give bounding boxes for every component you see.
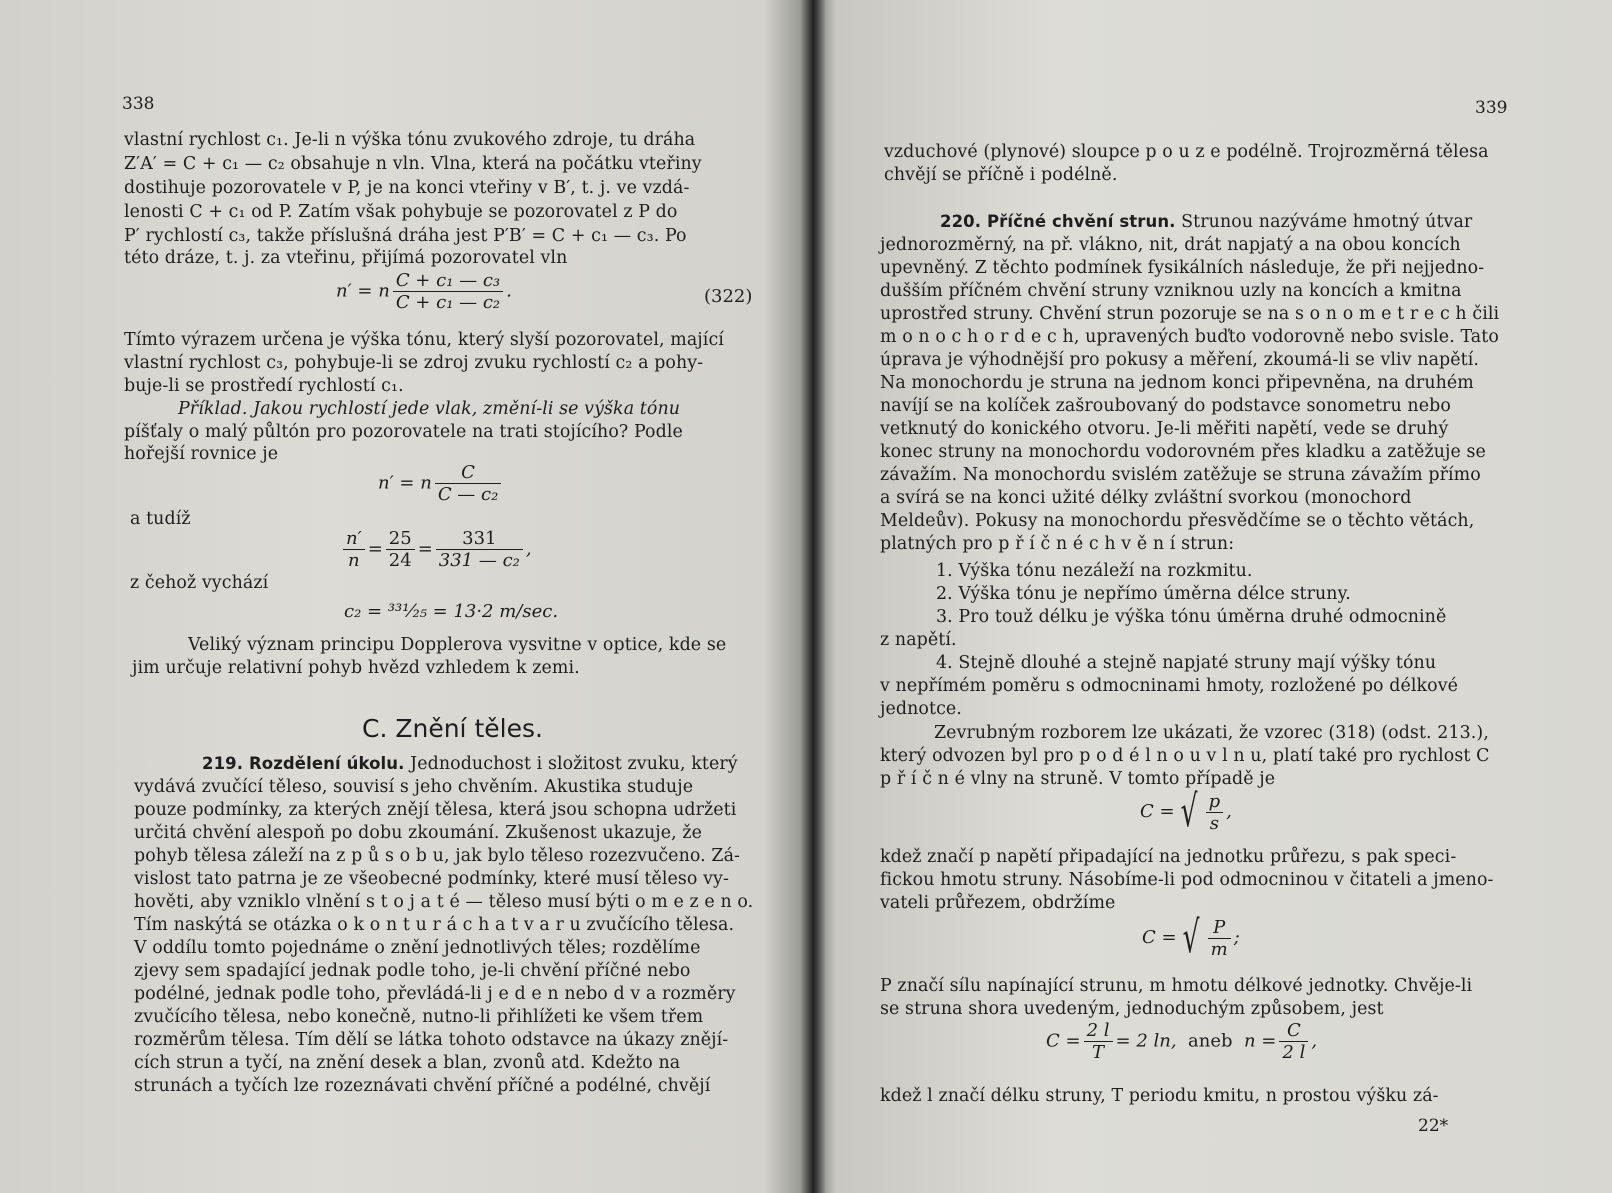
- eqb-f2-den: 24: [388, 550, 412, 571]
- eqb-f3-num: 331: [436, 528, 523, 550]
- z-cehoz-label: z čehož vychází: [130, 573, 269, 593]
- sqrt2-fraction: [1208, 917, 1231, 960]
- rule-4-cont-2: jednotce.: [880, 699, 962, 719]
- left-line-8: vlastní rychlost c₃, pohybuje-li se zdroj zvuku rychlostí c₂ a pohy-: [124, 353, 704, 373]
- section-220-line-13: a svírá se na konci užité délky zvláštní svorkou (monochord: [880, 488, 1412, 508]
- section-220-line-1: Strunou nazýváme hmotný útvar: [1181, 212, 1473, 232]
- final-f2-num: C: [1279, 1020, 1308, 1042]
- eqb-fraction-1: [343, 528, 365, 571]
- section-219-line-2: vydává zvučící těleso, souvisí s jeho chvěním. Akustika studuje: [134, 777, 694, 797]
- eqa-lhs: n′ = n: [378, 472, 432, 494]
- book-gutter: [800, 0, 826, 1193]
- section-219-line-12: zvučícího tělesa, nebo konečně, nutno-li přihlížeti ke všem třem: [134, 1007, 704, 1027]
- equation-string-frequency: [1046, 1020, 1317, 1063]
- eqa-denominator: C — c₂: [437, 484, 499, 505]
- section-219-line-8: Tím naskýtá se otázka o k o n t u r á c h a t v a r u zvučícího tělesa.: [134, 915, 735, 935]
- right-page-number: 339: [1475, 98, 1508, 118]
- section-219-line-9: V oddílu tomto pojednáme o znění jednotlivých těles; rozdělíme: [134, 938, 701, 958]
- para4-line-2: se struna shora uvedeným, jednoduchým způsobem, jest: [880, 999, 1384, 1019]
- eqb-f3-den: 331 — c₂: [438, 550, 520, 571]
- section-220-title: 220. Příčné chvění strun.: [940, 212, 1176, 231]
- para3-line-2: fickou hmotu struny. Násobíme-li pod odmocninou v čitateli a jmeno-: [880, 870, 1494, 890]
- final-fraction-2: [1279, 1020, 1308, 1063]
- sqrt2-lhs: C =: [1142, 927, 1177, 948]
- eq322-fraction: [393, 270, 503, 313]
- section-219-line-11: podélné, jednak podle toho, převládá-li j e d e n nebo d v a rozměry: [134, 984, 736, 1004]
- section-219-line-3: pouze podmínky, za kterých znějí tělesa, která jsou schopna udržeti: [134, 800, 737, 820]
- final-fraction-1: [1084, 1020, 1113, 1063]
- chapter-heading: C. Znění těles.: [362, 714, 543, 743]
- para4-line-1: P značí sílu napínající strunu, m hmotu délkové jednotky. Chvěje-li: [880, 976, 1473, 996]
- section-219-line-14: cích strun a tyčí, na znění desek a blan, zvonů atd. Kdežto na: [134, 1053, 681, 1073]
- final-tail: ,: [1311, 1030, 1318, 1052]
- section-220-line-11: konec struny na monochordu vodorovném přes kladku a zatěžuje se: [880, 442, 1486, 462]
- section-219-line-6: vislost tato patrna je ze všeobecné podmínky, které musí těleso vy-: [134, 869, 729, 889]
- equation-result: c₂ = ³³¹⁄₂₅ = 13·2 m/sec.: [344, 601, 559, 622]
- section-219-line-15: strunách a tyčích lze rozeznávati chvění příčné a podélné, chvějí: [134, 1076, 711, 1096]
- eq322-numerator: C + c₁ — c₃: [393, 270, 503, 292]
- eqb-f2-num: 25: [386, 528, 415, 550]
- final-rhs: n =: [1243, 1030, 1277, 1052]
- para2-line-1: Zevrubným rozborem lze ukázati, že vzorec (318) (odst. 213.),: [934, 723, 1489, 743]
- section-220: [940, 210, 1472, 234]
- rule-4: 4. Stejně dlouhé a stejně napjaté struny mají výšky tónu: [936, 653, 1437, 673]
- section-220-line-15: platných pro p ř í č n é c h v ě n í strun:: [880, 534, 1235, 554]
- para3-line-3: vateli průřezem, obdržíme: [880, 893, 1116, 913]
- eqa-fraction: [435, 462, 502, 505]
- rule-2: 2. Výška tónu je nepřímo úměrna délce struny.: [936, 584, 1351, 604]
- rule-3: 3. Pro touž délku je výška tónu úměrna druhé odmocnině: [936, 607, 1447, 627]
- left-line-9: buje-li se prostředí rychlostí c₁.: [124, 376, 404, 396]
- left-line-14: jim určuje relativní pohyb hvězd vzhledem k zemi.: [132, 658, 580, 678]
- left-line-12: hořejší rovnice je: [124, 444, 279, 464]
- section-220-line-5: uprostřed struny. Chvění strun pozoruje se na s o n o m e t r e c h čili: [880, 304, 1500, 324]
- left-line-7: Tímto výrazem určena je výška tónu, který slyší pozorovatel, mající: [124, 330, 724, 350]
- left-line-2: Z′A′ = C + c₁ — c₂ obsahuje n vln. Vlna, která na počátku vteřiny: [124, 154, 702, 174]
- section-219-line-13: rozměrům tělesa. Tím dělí se látka tohoto odstavce na úkazy znějí-: [134, 1030, 729, 1050]
- sqrt1-den: s: [1209, 812, 1220, 834]
- sqrt1-num: p: [1206, 791, 1224, 813]
- section-219-line-1: Jednoduchost i složitost zvuku, který: [410, 754, 738, 774]
- final-mid: = 2 ln,: [1115, 1030, 1177, 1052]
- section-220-line-7: úprava je výhodnější pro pokusy a měření, zkoumá-li se vliv napětí.: [880, 350, 1480, 370]
- section-219-line-4: určitá chvění alespoň po dobu zkoumání. Zkušenost ukazuje, že: [134, 823, 703, 843]
- section-220-line-4: dušším příčném chvění struny vzniknou uzly na koncích a kmitna: [880, 281, 1462, 301]
- sqrt-sign-icon: √: [1180, 786, 1198, 837]
- left-line-13: Veliký význam principu Dopplerova vysvitne v optice, kde se: [188, 635, 727, 655]
- para2-line-2: který odvozen byl pro p o d é l n o u v l n u, platí také pro rychlost C: [880, 746, 1490, 766]
- equation-number-322: (322): [704, 286, 753, 307]
- example-label: Příklad. Jakou rychlostí jede vlak, změní-li se výška tónu: [178, 399, 681, 419]
- eqa-numerator: C: [435, 462, 502, 484]
- left-page-number: 338: [122, 94, 155, 114]
- section-220-line-14: Meldeův). Pokusy na monochordu přesvědčíme se o těchto větách,: [880, 511, 1475, 531]
- section-220-line-3: upevněný. Z těchto podmínek fysikálních následuje, že při nejjedno-: [880, 258, 1485, 278]
- right-line-2: chvějí se příčně i podélně.: [884, 165, 1118, 185]
- para3-line-1: kdež značí p napětí připadající na jednotku průřezu, s pak speci-: [880, 847, 1457, 867]
- sqrt1-lhs: C =: [1140, 801, 1175, 822]
- sqrt1-fraction: [1206, 791, 1224, 834]
- section-219-line-7: hověti, aby vzniklo vlnění s t o j a t é — těleso musí býti o m e z e n o.: [134, 892, 754, 912]
- final-f2-den: 2 l: [1282, 1042, 1306, 1063]
- section-220-line-6: m o n o c h o r d e c h, upravených buďto vodorovně nebo svisle. Tato: [880, 327, 1499, 347]
- final-f1-num: 2 l: [1084, 1020, 1113, 1042]
- signature-mark: 22*: [1418, 1116, 1449, 1136]
- rule-4-cont-1: v nepřímém poměru s odmocninami hmoty, rozložené po délkové: [880, 676, 1459, 696]
- section-220-line-12: závažím. Na monochordu svislém zatěžuje se struna závažím přímo: [880, 465, 1481, 485]
- sqrt-sign-icon: √: [1182, 912, 1200, 963]
- eqb-fraction-2: [386, 528, 415, 571]
- eqb-f1-den: n: [348, 550, 360, 571]
- sqrt1-tail: ,: [1226, 801, 1232, 822]
- section-220-line-9: navíjí se na kolíček zašroubovaný do podstavce sonometru nebo: [880, 396, 1451, 416]
- equation-322: [336, 270, 512, 313]
- equation-sqrt-ps: [1140, 786, 1232, 837]
- sqrt2-tail: ;: [1233, 927, 1240, 948]
- sqrt2-den: m: [1210, 938, 1228, 960]
- equation-sqrt-pm: [1142, 912, 1240, 963]
- left-line-5: P′ rychlostí c₃, takže příslušná dráha jest P′B′ = C + c₁ — c₃. Po: [124, 226, 687, 246]
- rule-3-cont: z napětí.: [880, 630, 957, 650]
- left-line-6: této dráze, t. j. za vteřinu, přijímá pozorovatel vln: [124, 248, 568, 268]
- a-tudiz-label: a tudíž: [130, 509, 191, 529]
- section-219-line-5: pohyb tělesa záleží na z p ů s o b u, jak bylo těleso rozezvučeno. Zá-: [134, 846, 741, 866]
- final-lhs: C =: [1046, 1030, 1081, 1052]
- left-line-4: lenosti C + c₁ od P. Zatím však pohybuje se pozorovatel z P do: [124, 202, 678, 222]
- rule-1: 1. Výška tónu nezáleží na rozkmitu.: [936, 561, 1253, 581]
- eq322-denominator: C + c₁ — c₂: [395, 292, 501, 313]
- equation-doppler-static: [378, 462, 504, 505]
- section-219-line-10: zjevy sem spadající jednak podle toho, je-li chvění příčné nebo: [134, 961, 691, 981]
- section-220-line-10: vetknutý do konického otvoru. Je-li měřiti napětí, vede se druhý: [880, 419, 1449, 439]
- left-line-11: píšťaly o malý půltón pro pozorovatele na trati stojícího? Podle: [124, 422, 683, 442]
- left-line-1: vlastní rychlost c₁. Je-li n výška tónu zvukového zdroje, tu dráha: [124, 130, 696, 150]
- section-220-line-2: jednorozměrný, na př. vlákno, nit, drát napjatý a na obou koncích: [880, 235, 1461, 255]
- sqrt2-num: P: [1208, 917, 1231, 939]
- equation-ratio: $\frac{n'}{n}$ = $\frac{25}{24}$ = $\frac{331}{\text{331 — c₂}}$ ,: [340, 528, 532, 571]
- para2-line-3: p ř í č n é vlny na struně. V tomto případě je: [880, 769, 1276, 789]
- eq322-tail: .: [506, 280, 512, 302]
- eqb-f1-num: n′: [343, 528, 365, 550]
- eqb-fraction-3: [436, 528, 523, 571]
- final-f1-den: T: [1092, 1042, 1105, 1063]
- eqb-tail: ,: [525, 538, 532, 560]
- right-line-1: vzduchové (plynové) sloupce p o u z e podélně. Trojrozměrná tělesa: [884, 142, 1489, 162]
- left-line-3: dostihuje pozorovatele v P, je na konci vteřiny v B′, t. j. ve vzdá-: [124, 178, 690, 198]
- section-219-title: 219. Rozdělení úkolu.: [202, 754, 405, 773]
- eq322-lhs: n′ = n: [336, 280, 390, 302]
- right-last-line: kdež l značí délku struny, T periodu kmitu, n prostou výšku zá-: [880, 1086, 1439, 1106]
- section-219: [202, 752, 738, 776]
- final-aneb: aneb: [1188, 1030, 1233, 1052]
- section-220-line-8: Na monochordu je struna na jednom konci připevněna, na druhém: [880, 373, 1474, 393]
